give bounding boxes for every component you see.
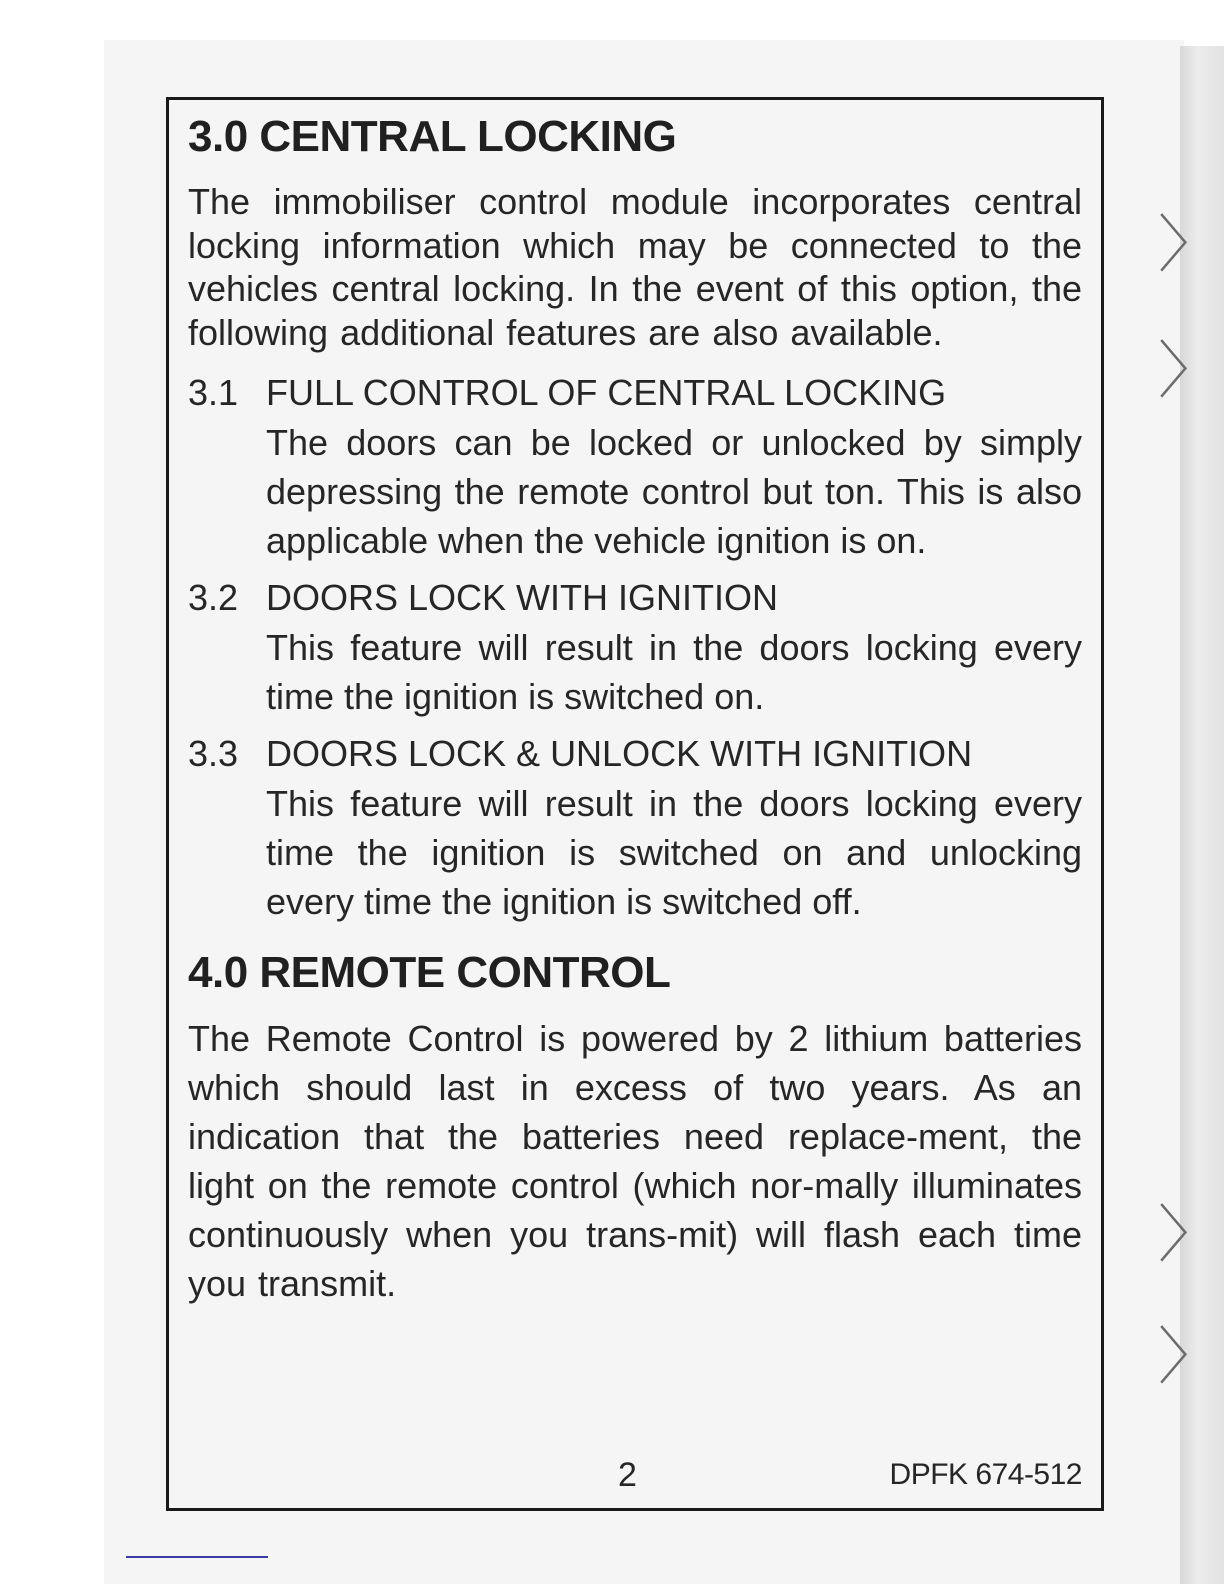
subsection-body: This feature will result in the doors locking every time the ignition is switched on and unlocking every time the ignition is switched off. <box>266 783 1082 922</box>
subsection-title-text: DOORS LOCK WITH IGNITION <box>266 577 779 618</box>
document-code: DPFK 674-512 <box>889 1458 1082 1491</box>
page-footer <box>188 1456 1082 1500</box>
section-4-body: The Remote Control is powered by 2 lithium batteries which should last in excess of two years. As an indication that the batteries need replace-ment, the light on the remote control (which nor-mally illuminates continuously when you trans-mit) will flash each time you transmit. <box>188 1018 1082 1304</box>
subsection-number: 3.2 <box>188 577 239 618</box>
binding-clip-mark: 〉 <box>1158 208 1221 281</box>
binding-clip-mark: 〉 <box>1158 334 1221 407</box>
scan-underline-mark <box>126 1556 268 1558</box>
section-3-intro: The immobiliser control module incorporates central locking information which may be connected to the vehicles central locking. In the event of this option, the following additional features are also available. <box>188 181 1082 353</box>
section-3-heading: 3.0 CENTRAL LOCKING <box>188 112 677 161</box>
subsection-number: 3.1 <box>188 372 239 413</box>
subsection-title <box>188 368 1082 418</box>
subsection-body: The doors can be locked or unlocked by simply depressing the remote control but ton. This is also applicable when the vehicle ignition is on. <box>266 422 1082 561</box>
subsection-3-3 <box>188 729 1082 926</box>
subsection-3-1 <box>188 368 1082 565</box>
subsection-body: This feature will result in the doors locking every time the ignition is switched on. <box>266 627 1082 717</box>
subsection-title <box>188 729 1082 779</box>
binding-clip-mark: 〉 <box>1158 1198 1221 1271</box>
subsection-title-text: FULL CONTROL OF CENTRAL LOCKING <box>266 372 947 413</box>
subsection-title <box>188 573 1082 623</box>
subsection-number: 3.3 <box>188 733 239 774</box>
document-body <box>188 108 1082 1308</box>
subsection-3-2 <box>188 573 1082 721</box>
binding-clip-mark: 〉 <box>1158 1320 1221 1393</box>
subsection-title-text: DOORS LOCK & UNLOCK WITH IGNITION <box>266 733 973 774</box>
page-number: 2 <box>618 1456 637 1494</box>
section-4-heading: 4.0 REMOTE CONTROL <box>188 948 671 997</box>
